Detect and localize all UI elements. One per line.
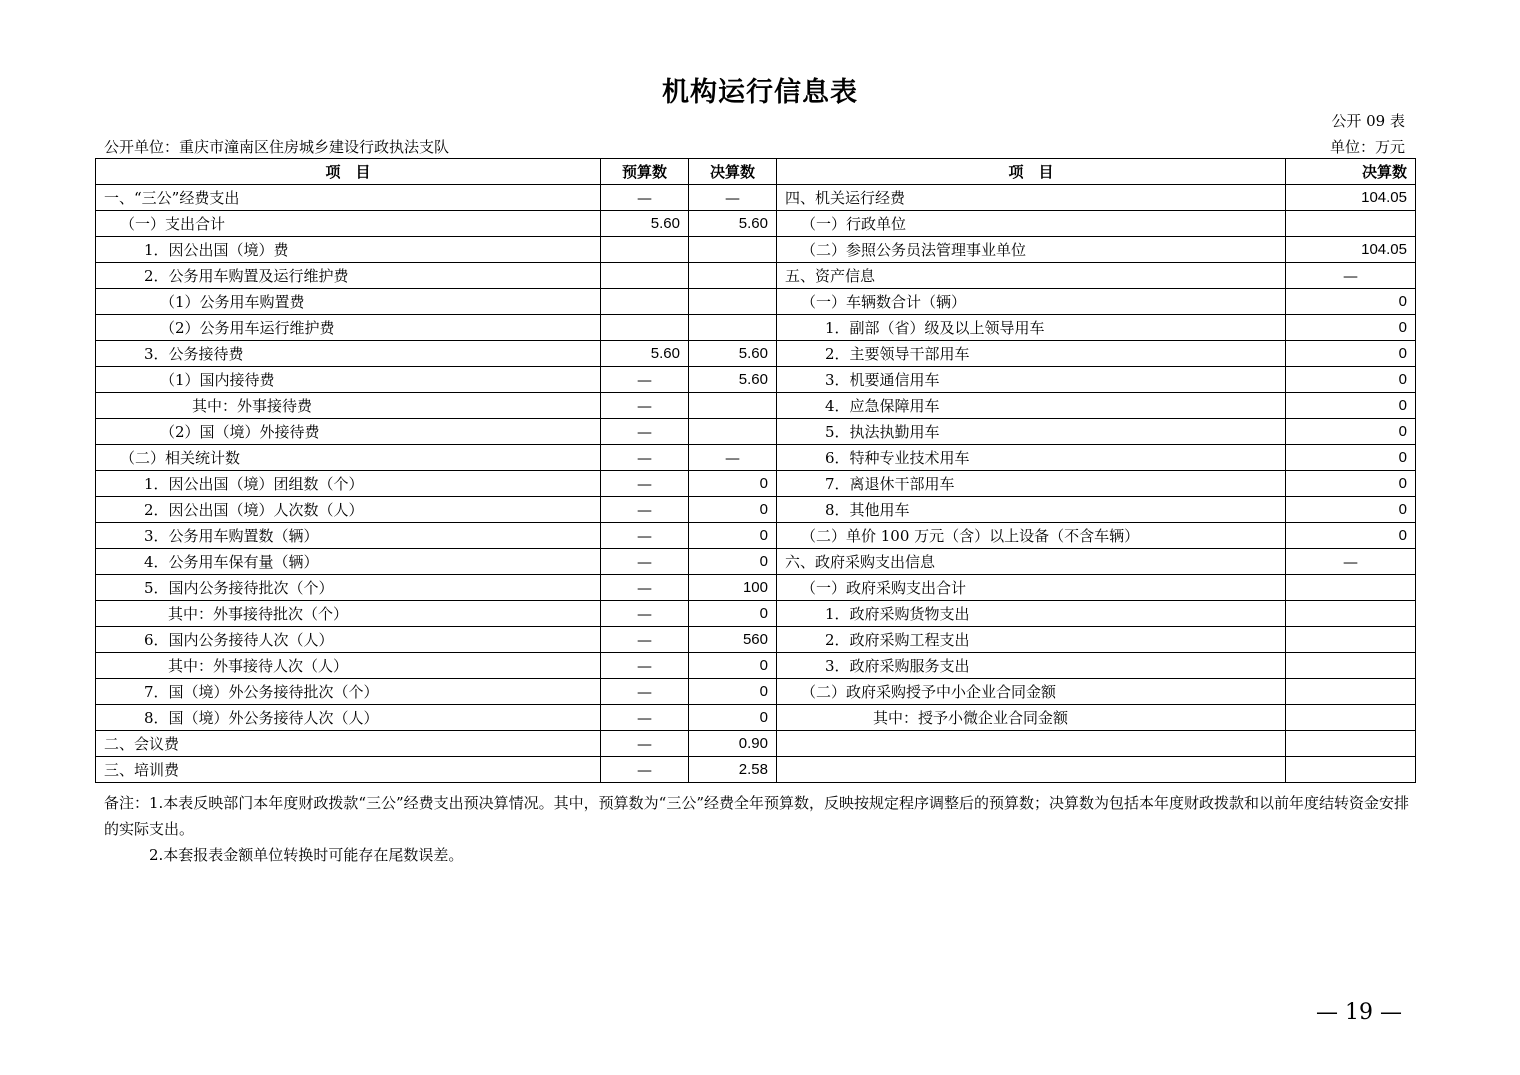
row-item-left: （1）公务用车购置费 bbox=[96, 289, 601, 315]
row-budget: — bbox=[601, 653, 689, 679]
row-item-left: 7．国（境）外公务接待批次（个） bbox=[96, 679, 601, 705]
row-item-right: 其中：授予小微企业合同金额 bbox=[777, 705, 1286, 731]
row-item-left: 5．国内公务接待批次（个） bbox=[96, 575, 601, 601]
row-budget: — bbox=[601, 601, 689, 627]
row-item-left: 8．国（境）外公务接待人次（人） bbox=[96, 705, 601, 731]
table-row bbox=[96, 211, 1416, 237]
table-row bbox=[96, 705, 1416, 731]
row-actual-right: 0 bbox=[1286, 393, 1416, 419]
row-budget: — bbox=[601, 367, 689, 393]
row-actual-left bbox=[689, 263, 777, 289]
header-item-right: 项 目 bbox=[777, 159, 1286, 185]
row-budget: — bbox=[601, 393, 689, 419]
table-row bbox=[96, 549, 1416, 575]
row-item-left: （2）公务用车运行维护费 bbox=[96, 315, 601, 341]
row-budget: — bbox=[601, 757, 689, 783]
row-actual-left: 0 bbox=[689, 653, 777, 679]
row-item-left: 三、培训费 bbox=[96, 757, 601, 783]
row-actual-left: 0 bbox=[689, 679, 777, 705]
row-item-right: （一）政府采购支出合计 bbox=[777, 575, 1286, 601]
row-budget: — bbox=[601, 575, 689, 601]
row-actual-right: — bbox=[1286, 549, 1416, 575]
note-1: 备注：1.本表反映部门本年度财政拨款“三公”经费支出预决算情况。其中，预算数为“三公”经费全年预算数，反映按规定程序调整后的预算数；决算数为包括本年度财政拨款和以前年度结转资金安排的实际支出。 bbox=[104, 794, 1409, 838]
row-actual-right bbox=[1286, 575, 1416, 601]
row-item-right: 3．机要通信用车 bbox=[777, 367, 1286, 393]
row-item-left: 1．因公出国（境）团组数（个） bbox=[96, 471, 601, 497]
row-actual-left: 0 bbox=[689, 471, 777, 497]
info-table bbox=[95, 158, 1416, 783]
row-budget: — bbox=[601, 471, 689, 497]
table-row bbox=[96, 575, 1416, 601]
row-item-right: 1．副部（省）级及以上领导用车 bbox=[777, 315, 1286, 341]
row-actual-right: — bbox=[1286, 263, 1416, 289]
table-row bbox=[96, 627, 1416, 653]
table-row bbox=[96, 445, 1416, 471]
row-item-left: 2．因公出国（境）人次数（人） bbox=[96, 497, 601, 523]
row-budget: — bbox=[601, 523, 689, 549]
row-item-right bbox=[777, 757, 1286, 783]
row-actual-left: 0 bbox=[689, 601, 777, 627]
table-header-row bbox=[96, 159, 1416, 185]
row-item-left: （二）相关统计数 bbox=[96, 445, 601, 471]
table-row bbox=[96, 263, 1416, 289]
row-item-left: 1．因公出国（境）费 bbox=[96, 237, 601, 263]
table-row bbox=[96, 471, 1416, 497]
row-actual-left: — bbox=[689, 445, 777, 471]
row-item-right: （二）参照公务员法管理事业单位 bbox=[777, 237, 1286, 263]
row-budget: — bbox=[601, 549, 689, 575]
row-item-right: 2．主要领导干部用车 bbox=[777, 341, 1286, 367]
table-row bbox=[96, 731, 1416, 757]
row-actual-right: 0 bbox=[1286, 497, 1416, 523]
row-item-right: （二）单价 100 万元（含）以上设备（不含车辆） bbox=[777, 523, 1286, 549]
table-row bbox=[96, 237, 1416, 263]
row-actual-right: 0 bbox=[1286, 367, 1416, 393]
row-actual-right bbox=[1286, 705, 1416, 731]
page-number: — 19 — bbox=[1316, 1000, 1402, 1025]
table-row bbox=[96, 497, 1416, 523]
row-item-left: 其中：外事接待人次（人） bbox=[96, 653, 601, 679]
table-row bbox=[96, 601, 1416, 627]
row-actual-right bbox=[1286, 679, 1416, 705]
row-budget: — bbox=[601, 731, 689, 757]
row-actual-left: 5.60 bbox=[689, 367, 777, 393]
row-item-right: 6．特种专业技术用车 bbox=[777, 445, 1286, 471]
row-actual-left bbox=[689, 315, 777, 341]
row-item-left: 2．公务用车购置及运行维护费 bbox=[96, 263, 601, 289]
row-item-left: （2）国（境）外接待费 bbox=[96, 419, 601, 445]
row-actual-right: 0 bbox=[1286, 289, 1416, 315]
row-item-right: 五、资产信息 bbox=[777, 263, 1286, 289]
row-budget: — bbox=[601, 705, 689, 731]
page-title: 机构运行信息表 bbox=[662, 77, 858, 108]
table-row bbox=[96, 393, 1416, 419]
row-budget bbox=[601, 289, 689, 315]
row-item-left: （1）国内接待费 bbox=[96, 367, 601, 393]
row-actual-left: 0.90 bbox=[689, 731, 777, 757]
row-actual-left: 100 bbox=[689, 575, 777, 601]
row-item-right: 2．政府采购工程支出 bbox=[777, 627, 1286, 653]
row-actual-right: 0 bbox=[1286, 523, 1416, 549]
row-item-left: 二、会议费 bbox=[96, 731, 601, 757]
row-item-right: （一）车辆数合计（辆） bbox=[777, 289, 1286, 315]
table-body bbox=[96, 185, 1416, 783]
row-item-left: 一、“三公”经费支出 bbox=[96, 185, 601, 211]
row-actual-right: 0 bbox=[1286, 341, 1416, 367]
row-budget bbox=[601, 315, 689, 341]
row-item-right: 5．执法执勤用车 bbox=[777, 419, 1286, 445]
row-budget: — bbox=[601, 445, 689, 471]
row-budget: — bbox=[601, 679, 689, 705]
table-row bbox=[96, 341, 1416, 367]
row-item-left: 3．公务接待费 bbox=[96, 341, 601, 367]
row-item-right: 六、政府采购支出信息 bbox=[777, 549, 1286, 575]
row-actual-right bbox=[1286, 211, 1416, 237]
row-actual-left bbox=[689, 237, 777, 263]
row-item-left: 其中：外事接待费 bbox=[96, 393, 601, 419]
row-actual-right bbox=[1286, 627, 1416, 653]
row-actual-left: 560 bbox=[689, 627, 777, 653]
row-item-right: （一）行政单位 bbox=[777, 211, 1286, 237]
row-budget: — bbox=[601, 185, 689, 211]
table-row bbox=[96, 679, 1416, 705]
table-row bbox=[96, 315, 1416, 341]
row-actual-left: 5.60 bbox=[689, 211, 777, 237]
row-actual-right bbox=[1286, 731, 1416, 757]
table-row bbox=[96, 653, 1416, 679]
row-item-left: （一）支出合计 bbox=[96, 211, 601, 237]
row-actual-left: 0 bbox=[689, 549, 777, 575]
row-budget: 5.60 bbox=[601, 211, 689, 237]
row-item-left: 其中：外事接待批次（个） bbox=[96, 601, 601, 627]
row-actual-left: 5.60 bbox=[689, 341, 777, 367]
row-actual-right bbox=[1286, 757, 1416, 783]
row-actual-right: 0 bbox=[1286, 445, 1416, 471]
row-item-right: 1．政府采购货物支出 bbox=[777, 601, 1286, 627]
table-row bbox=[96, 523, 1416, 549]
row-actual-right bbox=[1286, 653, 1416, 679]
row-budget bbox=[601, 237, 689, 263]
row-budget: — bbox=[601, 627, 689, 653]
row-item-left: 6．国内公务接待人次（人） bbox=[96, 627, 601, 653]
table-row bbox=[96, 757, 1416, 783]
notes bbox=[104, 790, 1409, 868]
row-item-left: 4．公务用车保有量（辆） bbox=[96, 549, 601, 575]
header-item-left: 项 目 bbox=[96, 159, 601, 185]
row-item-left: 3．公务用车购置数（辆） bbox=[96, 523, 601, 549]
note-2: 2.本套报表金额单位转换时可能存在尾数误差。 bbox=[149, 846, 464, 864]
row-actual-right: 0 bbox=[1286, 471, 1416, 497]
row-actual-right bbox=[1286, 601, 1416, 627]
header-budget: 预算数 bbox=[601, 159, 689, 185]
form-number: 公开 09 表 bbox=[1331, 112, 1405, 130]
row-budget bbox=[601, 263, 689, 289]
header-actual-left: 决算数 bbox=[689, 159, 777, 185]
table-row bbox=[96, 289, 1416, 315]
row-actual-left: 0 bbox=[689, 523, 777, 549]
row-actual-right: 0 bbox=[1286, 315, 1416, 341]
row-budget: — bbox=[601, 497, 689, 523]
row-actual-left: 2.58 bbox=[689, 757, 777, 783]
row-item-right bbox=[777, 731, 1286, 757]
row-actual-left: 0 bbox=[689, 705, 777, 731]
row-item-right: 3．政府采购服务支出 bbox=[777, 653, 1286, 679]
row-budget: 5.60 bbox=[601, 341, 689, 367]
table-row bbox=[96, 367, 1416, 393]
row-actual-left bbox=[689, 393, 777, 419]
row-actual-right: 0 bbox=[1286, 419, 1416, 445]
reporting-unit: 公开单位：重庆市潼南区住房城乡建设行政执法支队 bbox=[104, 138, 450, 156]
row-actual-left: — bbox=[689, 185, 777, 211]
row-actual-right: 104.05 bbox=[1286, 185, 1416, 211]
row-actual-right: 104.05 bbox=[1286, 237, 1416, 263]
row-actual-left bbox=[689, 419, 777, 445]
row-item-right: 4．应急保障用车 bbox=[777, 393, 1286, 419]
table-row bbox=[96, 419, 1416, 445]
header-actual-right: 决算数 bbox=[1286, 159, 1416, 185]
row-item-right: 四、机关运行经费 bbox=[777, 185, 1286, 211]
row-item-right: 8．其他用车 bbox=[777, 497, 1286, 523]
row-item-right: （二）政府采购授予中小企业合同金额 bbox=[777, 679, 1286, 705]
row-actual-left bbox=[689, 289, 777, 315]
row-item-right: 7．离退休干部用车 bbox=[777, 471, 1286, 497]
table-row bbox=[96, 185, 1416, 211]
currency-unit: 单位：万元 bbox=[1329, 138, 1405, 156]
row-actual-left: 0 bbox=[689, 497, 777, 523]
row-budget: — bbox=[601, 419, 689, 445]
